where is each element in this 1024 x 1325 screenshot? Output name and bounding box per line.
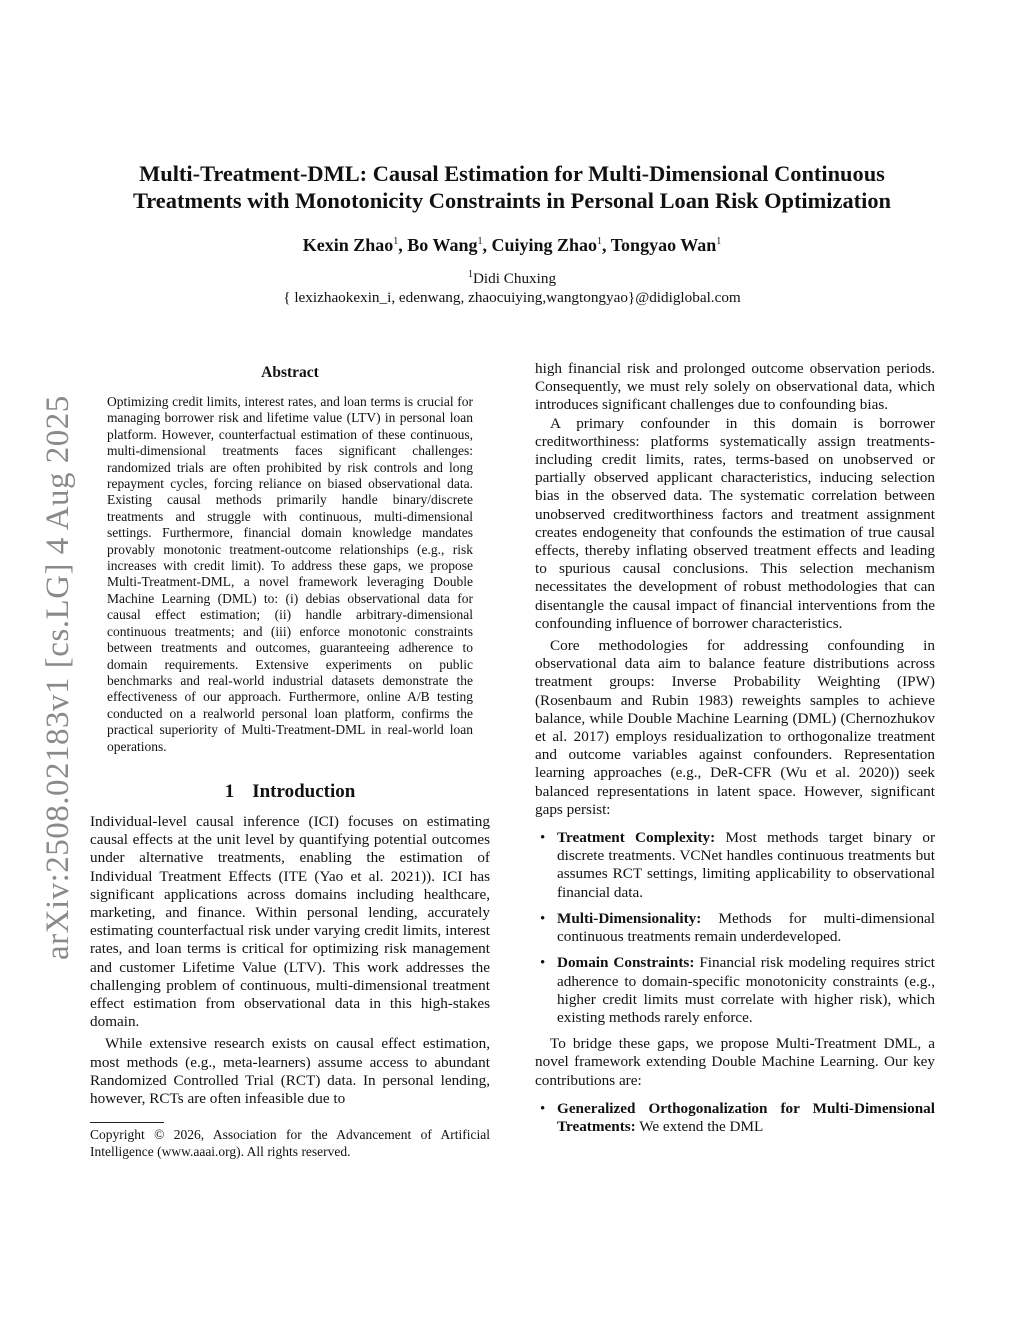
bullet-term: Domain Constraints: — [557, 954, 695, 972]
intro-paragraph-4: Core methodologies for addressing confounding in observational data aim to balance feature distributions across treatment groups: Inverse Probability Weighting (IPW) (Rosenbaum and Rubin 1983) reweights samples to achieve balance, while Double Machine Learning (DML) (Chernozhukov et al. 2017) employs residualization to orthogonalize treatment and outcome variables against confounders. Representation learning approaches (e.g., DeR-CFR (Wu et al. 2020)) seek balanced representations in latent space. However, significant gaps persist: — [535, 637, 935, 818]
author-name: Cuiying Zhao — [491, 235, 598, 255]
intro-paragraph-2-continued: high financial risk and prolonged outcome observation periods. Consequently, we must rely solely on observational data, which introduces significant challenges due to confounding bias. — [535, 360, 935, 414]
author-name: Bo Wang — [407, 235, 478, 255]
section-number: 1 — [224, 780, 235, 802]
gaps-list — [535, 829, 935, 1027]
intro-paragraph-5: To bridge these gaps, we propose Multi-Treatment DML, a novel framework extending Double Machine Learning. Our key contributions are: — [535, 1035, 935, 1089]
bullet-text: Methods for multi-dimensional continuous treatments remain underdeveloped. — [557, 909, 936, 946]
bullet-term: Generalized Orthogonalization for Multi-Dimensional Treatments: — [557, 1099, 935, 1135]
list-item — [535, 910, 935, 946]
affiliation-block — [90, 265, 934, 307]
bullet-text: Financial risk modeling requires strict adherence to domain-specific monotonicity constraints (e.g., higher credit limits must correlate with higher risk), which existing methods rarely enforce. — [557, 954, 935, 1026]
right-column — [535, 360, 935, 1144]
intro-paragraph-1: Individual-level causal inference (ICI) focuses on estimating causal effects at the unit level by quantifying potential outcomes under alternative treatments, enabling the estimation of Individual Treatment Effects (ITE (Yao et al. 2021)). ICI has significant applications across domains including healthcare, marketing, and finance. Within personal lending, accurately estimating counterfactual risk under varying credit limits, interest rates, and loan terms is critical for optimizing risk management and customer Lifetime Value (LTV). This work addresses the challenging problem of continuous, multi-dimensional treatment effect estimation from observational data in this high-stakes domain. — [90, 812, 490, 1031]
author-affil-mark: 1 — [716, 236, 722, 247]
paper-title — [90, 160, 934, 214]
list-item — [535, 829, 935, 902]
section-heading-introduction — [90, 781, 490, 803]
abstract-heading: Abstract — [261, 364, 319, 381]
copyright-footnote: Copyright © 2026, Association for the Advancement of Artificial Intelligence (www.aaai.org). All rights reserved. — [90, 1127, 490, 1159]
affiliation-mark: 1 — [467, 269, 473, 280]
section-title: Introduction — [252, 780, 356, 802]
intro-paragraph-2: While extensive research exists on causal effect estimation, most methods (e.g., meta-learners) assume access to abundant Randomized Controlled Trial (RCT) data. In personal lending, however, RCTs are often infeasible due to — [90, 1035, 490, 1107]
title-line-2: Treatments with Monotonicity Constraints in Personal Loan Risk Optimization — [133, 188, 891, 213]
arxiv-identifier[interactable]: arXiv:2508.02183v1 [cs.LG] 4 Aug 2025 — [40, 395, 76, 960]
abstract-text: Optimizing credit limits, interest rates, and loan terms is crucial for managing borrower risk and lifetime value (LTV) in personal loan platform. However, counterfactual estimation of these continuous, multi-dimensional treatments faces significant challenges: randomized trials are often prohibited by risk controls and long repayment cycles, forcing reliance on biased observational data. Existing causal methods primarily handle binary/discrete treatments and struggle with continuous, multi-dimensional settings. Furthermore, financial domain knowledge mandates provably monotonic treatment-outcome relationships (e.g., risk increases with credit limit). To address these gaps, we propose Multi-Treatment-DML, a novel framework leveraging Double Machine Learning (DML) to: (i) debias observational data for causal effect estimation; (ii) handle arbitrary-dimensional continuous treatments; and (iii) enforce monotonic constraints between treatments and outcomes, guaranteeing adherence to domain requirements. Extensive experiments on public benchmarks and real-world industrial datasets demonstrate the effectiveness of our approach. Furthermore, online A/B testing conducted on a realworld personal loan platform, confirms the practical superiority of Multi-Treatment-DML in real-world loan operations. — [107, 394, 473, 754]
author-list: Kexin Zhao$^1$, Bo Wang$^1$, Cuiying Zhao$^1$, Tongyao Wan$^1$ — [302, 235, 722, 255]
intro-paragraph-3: A primary confounder in this domain is borrower creditworthiness: platforms systematically assign treatments-including credit limits, rates, terms-based on unobserved or partially observed applicant characteristics, inducing selection bias in the observed data. The systematic correlation between unobserved creditworthiness factors and treatment assignment creates endogeneity that confounds the estimation of true causal effects, thereby inflating observed treatment effects and leading to spurious causal conclusions. This selection mechanism necessitates the development of robust methodologies that can disentangle the causal impact of financial interventions from the confounding influence of borrower characteristics. — [535, 414, 935, 632]
author-affil-mark: 1 — [477, 236, 483, 247]
bullet-text: Most methods target binary or discrete treatments. VCNet handles continuous treatments but assumes RCT settings, limiting applicability to observational financial data. — [557, 829, 936, 901]
list-item — [535, 954, 935, 1027]
author-affil-mark: 1 — [393, 236, 399, 247]
footnote-divider — [90, 1122, 164, 1123]
bullet-term: Multi-Dimensionality: — [557, 909, 702, 927]
author-name: Tongyao Wan — [610, 235, 717, 255]
affiliation-name: Didi Chuxing — [472, 270, 557, 288]
author-name: Kexin Zhao — [302, 235, 394, 255]
bullet-term: Treatment Complexity: — [557, 829, 716, 847]
author-affil-mark: 1 — [597, 236, 603, 247]
author-emails: { lexizhaokexin_i, edenwang, zhaocuiying,wangtongyao}@didiglobal.com — [283, 289, 741, 307]
bullet-text: We extend the DML — [639, 1117, 764, 1135]
contributions-list — [535, 1100, 935, 1136]
left-column — [90, 360, 490, 1160]
list-item — [535, 1100, 935, 1136]
title-line-1: Multi-Treatment-DML: Causal Estimation for Multi-Dimensional Continuous — [139, 161, 885, 186]
